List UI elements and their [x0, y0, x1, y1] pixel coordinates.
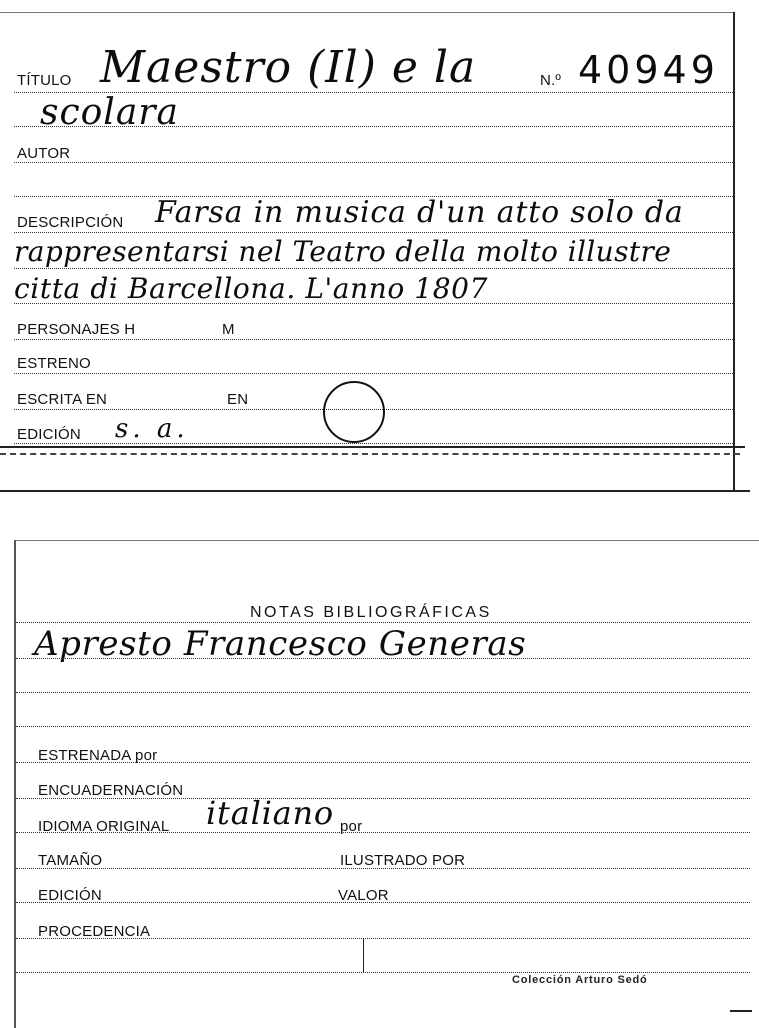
- titulo-handwritten-line1: Maestro (Il) e la: [100, 42, 477, 93]
- ruled-line: [16, 692, 750, 693]
- valor-label: VALOR: [338, 887, 389, 904]
- ruled-line: [14, 232, 733, 233]
- binder-hole: [323, 381, 385, 443]
- ruled-line: [14, 162, 733, 163]
- personajes-m-label: M: [222, 321, 235, 338]
- card-corner-mark: [730, 1010, 752, 1012]
- catalog-card-back: [0, 540, 759, 1028]
- numero-handwritten: 40949: [578, 48, 719, 92]
- descripcion-label: DESCRIPCIÓN: [17, 214, 124, 231]
- descripcion-handwritten-line2: rappresentarsi nel Teatro della molto illustre: [14, 235, 672, 268]
- escrita-label: ESCRITA EN: [17, 391, 108, 408]
- numero-label: N.º: [540, 72, 562, 89]
- coleccion-stamp: Colección Arturo Sedó: [512, 974, 648, 986]
- personajes-label: PERSONAJES H: [17, 321, 136, 338]
- notas-handwritten: Apresto Francesco Generas: [34, 624, 527, 664]
- ruled-line: [16, 726, 750, 727]
- estrenada-label: ESTRENADA por: [38, 747, 158, 764]
- autor-label: AUTOR: [17, 145, 71, 162]
- titulo-label: TÍTULO: [17, 72, 72, 89]
- ruled-line: [14, 268, 733, 269]
- notas-title: NOTAS BIBLIOGRÁFICAS: [250, 604, 492, 621]
- encuadernacion-label: ENCUADERNACIÓN: [38, 782, 184, 799]
- edicion-back-label: EDICIÓN: [38, 887, 102, 904]
- descripcion-handwritten-line3: citta di Barcellona. L'anno 1807: [14, 272, 488, 305]
- ruled-line: [14, 373, 733, 374]
- idioma-label: IDIOMA ORIGINAL: [38, 818, 170, 835]
- ruled-line: [16, 972, 750, 973]
- tamano-label: TAMAÑO: [38, 852, 103, 869]
- procedencia-divider: [363, 938, 364, 972]
- card-top-edge: [0, 12, 734, 13]
- ruled-line: [14, 339, 733, 340]
- perforation-line: [0, 453, 740, 455]
- card-top-edge: [14, 540, 759, 541]
- titulo-handwritten-line2: scolara: [40, 92, 179, 133]
- card-bottom-edge: [0, 490, 750, 492]
- card-right-edge: [733, 12, 735, 490]
- edicion-label: EDICIÓN: [17, 426, 81, 443]
- idioma-por-label: por: [340, 818, 363, 835]
- escrita-en-label: EN: [227, 391, 249, 408]
- card-left-edge: [14, 540, 16, 1028]
- card-fold-line: [0, 446, 745, 448]
- procedencia-label: PROCEDENCIA: [38, 923, 151, 940]
- estreno-label: ESTRENO: [17, 355, 91, 372]
- catalog-card-front: [0, 0, 759, 492]
- ruled-line: [16, 658, 750, 659]
- edicion-handwritten: s. a.: [115, 414, 189, 444]
- idioma-handwritten: italiano: [206, 794, 334, 832]
- ilustrado-label: ILUSTRADO POR: [340, 852, 466, 869]
- descripcion-handwritten-line1: Farsa in musica d'un atto solo da: [155, 195, 684, 230]
- ruled-line: [16, 622, 750, 623]
